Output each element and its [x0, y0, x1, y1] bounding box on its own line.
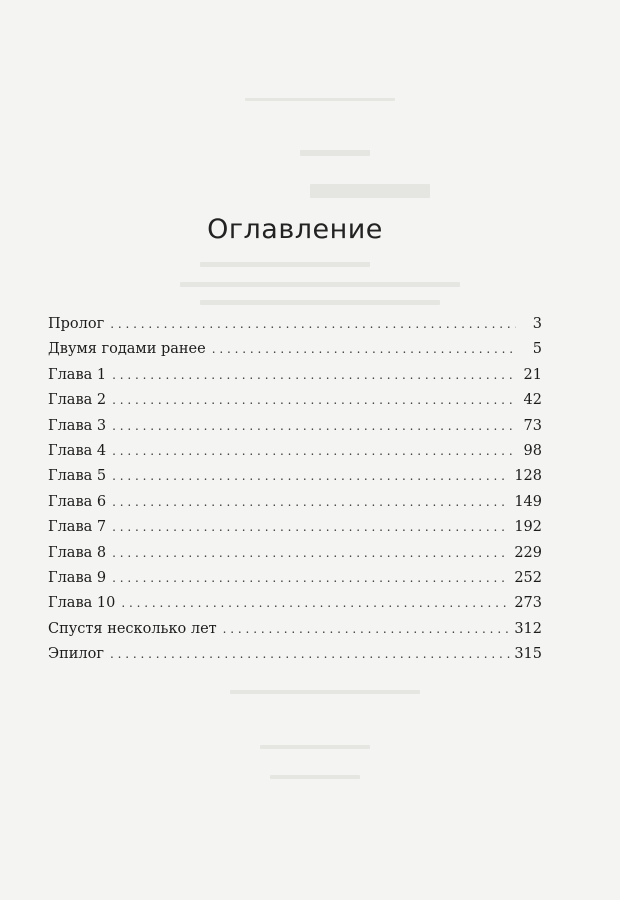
- toc-entry-page-number: 128: [514, 468, 542, 485]
- toc-leader-dots: [223, 617, 511, 642]
- toc-entry-label: Глава 5: [48, 468, 107, 485]
- toc-entry-page-number: 273: [514, 595, 542, 612]
- toc-leader-dots: [112, 388, 516, 413]
- toc-entry-label: Глава 8: [48, 544, 107, 561]
- toc-entry: [48, 337, 542, 362]
- toc-entry-label: Глава 7: [48, 519, 107, 536]
- toc-entry-page-number: 42: [523, 392, 542, 409]
- bleed-through-mark: [310, 184, 430, 198]
- toc-leader-dots: [110, 642, 510, 667]
- toc-entry-page-number: 192: [514, 519, 542, 536]
- bleed-through-mark: [230, 690, 420, 694]
- toc-entry: [48, 490, 542, 515]
- toc-entry-page-number: 252: [514, 569, 542, 586]
- bleed-through-mark: [180, 282, 460, 287]
- toc-entry: [48, 591, 542, 616]
- bleed-through-mark: [270, 775, 360, 779]
- toc-entry: [48, 617, 542, 642]
- toc-entry-page-number: 149: [514, 493, 542, 510]
- toc-leader-dots: [112, 566, 510, 591]
- toc-entry-label: Двумя годами ранее: [48, 341, 206, 358]
- toc-entry-page-number: 98: [523, 442, 542, 459]
- toc-leader-dots: [112, 414, 516, 439]
- toc-entry-label: Глава 3: [48, 417, 107, 434]
- toc-leader-dots: [112, 363, 516, 388]
- toc-entry-label: Спустя несколько лет: [48, 620, 217, 637]
- toc-entry-label: Глава 10: [48, 595, 116, 612]
- toc-entry: [48, 541, 542, 566]
- toc-leader-dots: [121, 591, 510, 616]
- bleed-through-mark: [300, 150, 370, 156]
- toc-entry-label: Глава 4: [48, 442, 107, 459]
- toc-entry: [48, 515, 542, 540]
- toc-leader-dots: [112, 464, 510, 489]
- toc-leader-dots: [112, 490, 510, 515]
- toc-entry: [48, 414, 542, 439]
- toc-leader-dots: [110, 312, 516, 337]
- bleed-through-mark: [260, 745, 370, 749]
- toc-entry-label: Глава 6: [48, 493, 107, 510]
- toc-leader-dots: [212, 337, 516, 362]
- page-title: Оглавление: [207, 214, 383, 245]
- toc-leader-dots: [112, 515, 510, 540]
- toc-entry: [48, 439, 542, 464]
- toc-entry-label: Глава 1: [48, 366, 107, 383]
- bleed-through-mark: [200, 262, 370, 267]
- toc-entry: [48, 363, 542, 388]
- toc-entry-page-number: 73: [523, 417, 542, 434]
- toc-entry-label: Глава 2: [48, 392, 107, 409]
- toc-entry: [48, 464, 542, 489]
- toc-entry-page-number: 21: [523, 366, 542, 383]
- toc-leader-dots: [112, 541, 510, 566]
- bleed-through-mark: [245, 98, 395, 101]
- toc-entry: [48, 566, 542, 591]
- toc-entry-label: Эпилог: [48, 646, 104, 663]
- toc-entry: [48, 642, 542, 667]
- bleed-through-mark: [200, 300, 440, 305]
- toc-entry-page-number: 315: [514, 646, 542, 663]
- toc-entry: [48, 388, 542, 413]
- toc-entry-label: Пролог: [48, 316, 105, 332]
- toc-entry-page-number: 312: [514, 620, 542, 637]
- toc-leader-dots: [112, 439, 516, 464]
- toc-entry-label: Глава 9: [48, 569, 107, 586]
- table-of-contents: [48, 312, 542, 667]
- toc-entry-page-number: 229: [514, 544, 542, 561]
- toc-entry-page-number: 3: [532, 316, 542, 332]
- toc-entry-page-number: 5: [532, 341, 542, 358]
- toc-entry: [48, 312, 542, 337]
